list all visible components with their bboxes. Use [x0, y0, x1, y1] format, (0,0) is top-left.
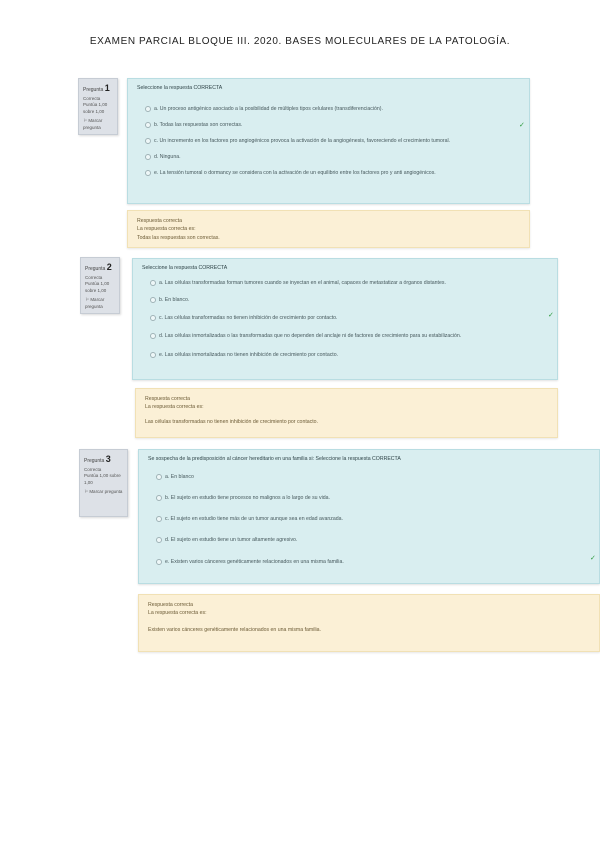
radio-icon[interactable]	[145, 154, 151, 160]
question-prompt: Seleccione la respuesta CORRECTA	[137, 85, 223, 91]
radio-icon[interactable]	[150, 352, 156, 358]
question-number: Pregunta 2	[85, 262, 112, 272]
radio-icon[interactable]	[145, 122, 151, 128]
radio-icon[interactable]	[156, 516, 162, 522]
answer-option-b[interactable]: b. Todas las respuestas son correctas. ✓	[145, 122, 520, 128]
flag-question-button[interactable]: ⚐ Marcar pregunta	[83, 117, 103, 130]
feedback-answer: Las células transformadas no tienen inhibición de crecimiento por contacto.	[145, 418, 319, 425]
radio-icon[interactable]	[150, 280, 156, 286]
question-score: Puntúa 1,00 sobre 1,00	[85, 281, 110, 293]
answer-option-c[interactable]: c. Un incremento en los factores pro angiogénicos provoca la activación de la angiogénesis, favoreciendo el crecimiento tumoral.	[145, 138, 520, 144]
answer-option-e[interactable]: e. Las células inmortalizadas no tienen inhibición de crecimiento por contacto.	[150, 352, 548, 358]
answer-option-a[interactable]: a. En blanco	[156, 474, 590, 480]
answer-option-a[interactable]: a. Las células transformadas forman tumores cuando se inyectan en el animal, capaces de metastatizar a órganos distantes.	[150, 280, 548, 286]
feedback-title: Respuesta correcta	[137, 218, 182, 224]
feedback-subtitle: La respuesta correcta es:	[137, 226, 196, 233]
question-status: Correcta	[84, 466, 102, 472]
answer-option-b[interactable]: b. El sujeto en estudio tiene procesos no malignos a lo largo de su vida.	[156, 495, 590, 501]
answer-option-d[interactable]: d. El sujeto en estudio tiene un tumor altamente agresivo.	[156, 537, 590, 543]
radio-icon[interactable]	[145, 170, 151, 176]
question-info-2	[80, 257, 120, 314]
radio-icon[interactable]	[156, 537, 162, 543]
question-formulation-2	[132, 258, 558, 380]
answer-option-c[interactable]: c. Las células transformadas no tienen inhibición de crecimiento por contacto. ✓	[150, 315, 548, 321]
feedback-box-3	[138, 594, 600, 652]
question-status: Correcta	[85, 274, 103, 280]
question-prompt: Se sospecha de la predisposición al cáncer hereditario en una familia si: Seleccione la respuesta CORRECTA	[148, 456, 401, 462]
answer-option-e[interactable]: e. La tensión tumoral o dormancy se considera con la activación de un equilibrio entre los factores pro y anti angiogénicos.	[145, 170, 520, 176]
check-icon: ✓	[590, 555, 596, 562]
radio-icon[interactable]	[145, 106, 151, 112]
question-score: Puntúa 1,00 sobre 1,00	[84, 473, 121, 485]
question-info-1	[78, 78, 118, 135]
answer-option-a[interactable]: a. Un proceso antigénico asociado a la posibilidad de múltiples tipos celulares (transdiferenciación).	[145, 106, 520, 112]
radio-icon[interactable]	[150, 315, 156, 321]
answer-option-d[interactable]: d. Ninguna.	[145, 154, 520, 160]
radio-icon[interactable]	[156, 474, 162, 480]
radio-icon[interactable]	[145, 138, 151, 144]
question-info-3	[79, 449, 128, 517]
question-score: Puntúa 1,00 sobre 1,00	[83, 102, 108, 114]
flag-icon: ⚐	[83, 117, 88, 123]
feedback-subtitle: La respuesta correcta es:	[145, 404, 204, 411]
answer-option-c[interactable]: c. El sujeto en estudio tiene más de un tumor aunque sea en edad avanzada.	[156, 516, 590, 522]
radio-icon[interactable]	[156, 559, 162, 565]
answer-option-b[interactable]: b. En blanco.	[150, 297, 548, 303]
feedback-box-2	[135, 388, 558, 438]
feedback-title: Respuesta correcta	[145, 396, 190, 402]
answer-option-e[interactable]: e. Existen varios cánceres genéticamente relacionados en una misma familia. ✓	[156, 559, 590, 565]
flag-question-button[interactable]: ⚐ Marcar pregunta	[85, 296, 105, 309]
page-title: EXAMEN PARCIAL BLOQUE III. 2020. BASES MOLECULARES DE LA PATOLOGÍA.	[89, 36, 511, 47]
question-formulation-1	[127, 78, 530, 204]
check-icon: ✓	[519, 122, 525, 129]
question-status: Correcta	[83, 95, 101, 101]
feedback-answer: Todas las respuestas son correctas.	[137, 234, 220, 241]
question-number: Pregunta 3	[84, 454, 111, 464]
flag-icon: ⚐	[85, 296, 90, 302]
question-number: Pregunta 1	[83, 83, 110, 93]
feedback-box-1	[127, 210, 530, 248]
radio-icon[interactable]	[150, 297, 156, 303]
question-formulation-3	[138, 449, 600, 584]
answer-option-d[interactable]: d. Las células inmortalizadas o las transformadas que no dependen del anclaje ni de factores de crecimiento para su estabilización.	[150, 333, 548, 339]
feedback-title: Respuesta correcta	[148, 602, 193, 608]
feedback-subtitle: La respuesta correcta es:	[148, 610, 207, 617]
flag-question-button[interactable]: ⚐ Marcar pregunta	[84, 488, 123, 494]
flag-icon: ⚐	[84, 488, 89, 494]
feedback-answer: Existen varios cánceres genéticamente relacionados en una misma familia.	[148, 626, 322, 633]
question-prompt: Seleccione la respuesta CORRECTA	[142, 265, 228, 271]
radio-icon[interactable]	[156, 495, 162, 501]
check-icon: ✓	[548, 312, 554, 319]
radio-icon[interactable]	[150, 333, 156, 339]
